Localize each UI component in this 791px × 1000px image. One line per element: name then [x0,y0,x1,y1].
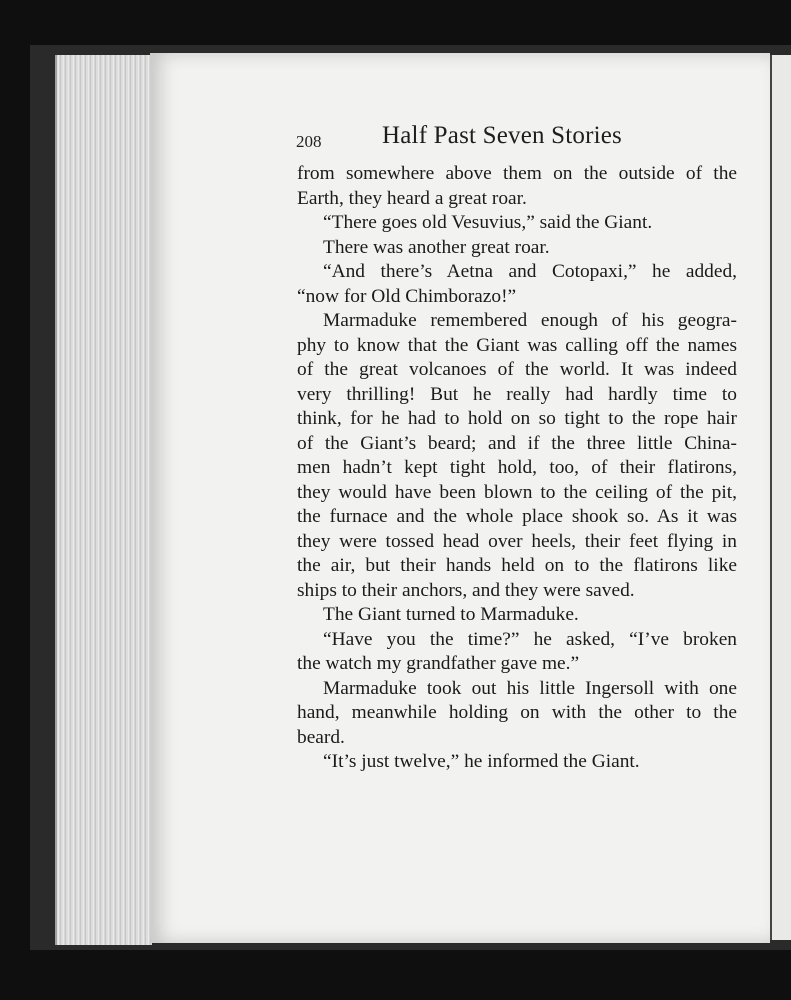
running-title: Half Past Seven Stories [382,122,622,149]
text-line: Marmaduke remembered enough of his geogra- [323,310,737,331]
text-line: men hadn’t kept tight hold, too, of their flatirons, [297,457,737,478]
body-text [297,162,737,775]
text-line: “And there’s Aetna and Cotopaxi,” he added, [323,261,737,282]
text-line: ships to their anchors, and they were saved. [297,579,635,601]
text-line: There was another great roar. [323,236,550,258]
facing-page-edge [770,55,791,940]
text-line: phy to know that the Giant was calling off the names [297,334,737,356]
text-line: they would have been blown to the ceiling of the pit, [297,481,737,503]
text-line: of the great volcanoes of the world. It was indeed [297,359,737,380]
text-line: Earth, they heard a great roar. [297,187,527,209]
text-line: hand, meanwhile holding on with the other to the [297,702,737,723]
text-line: the watch my grandfather gave me.” [297,653,580,674]
text-line: of the Giant’s beard; and if the three little China- [297,432,737,454]
text-line: very thrilling! But he really had hardly time to [297,383,737,405]
text-line: from somewhere above them on the outside of the [297,163,737,184]
page-edges [55,55,152,945]
text-line: “Have you the time?” he asked, “I’ve broken [323,628,737,650]
text-line: think, for he had to hold on so tight to the rope hair [297,408,737,429]
text-line: the air, but their hands held on to the flatirons like [297,555,737,576]
page-number: 208 [296,132,322,151]
text-line: Marmaduke took out his little Ingersoll with one [323,677,737,699]
text-line: the furnace and the whole place shook so. As it was [297,506,737,527]
text-line: “now for Old Chimborazo!” [297,285,517,307]
text-line: they were tossed head over heels, their feet flying in [297,530,737,552]
text-line: beard. [297,726,345,748]
page-header [296,122,636,156]
text-line: “It’s just twelve,” he informed the Giant. [323,751,640,772]
text-line: “There goes old Vesuvius,” said the Giant. [323,212,653,233]
text-line: The Giant turned to Marmaduke. [323,604,579,625]
